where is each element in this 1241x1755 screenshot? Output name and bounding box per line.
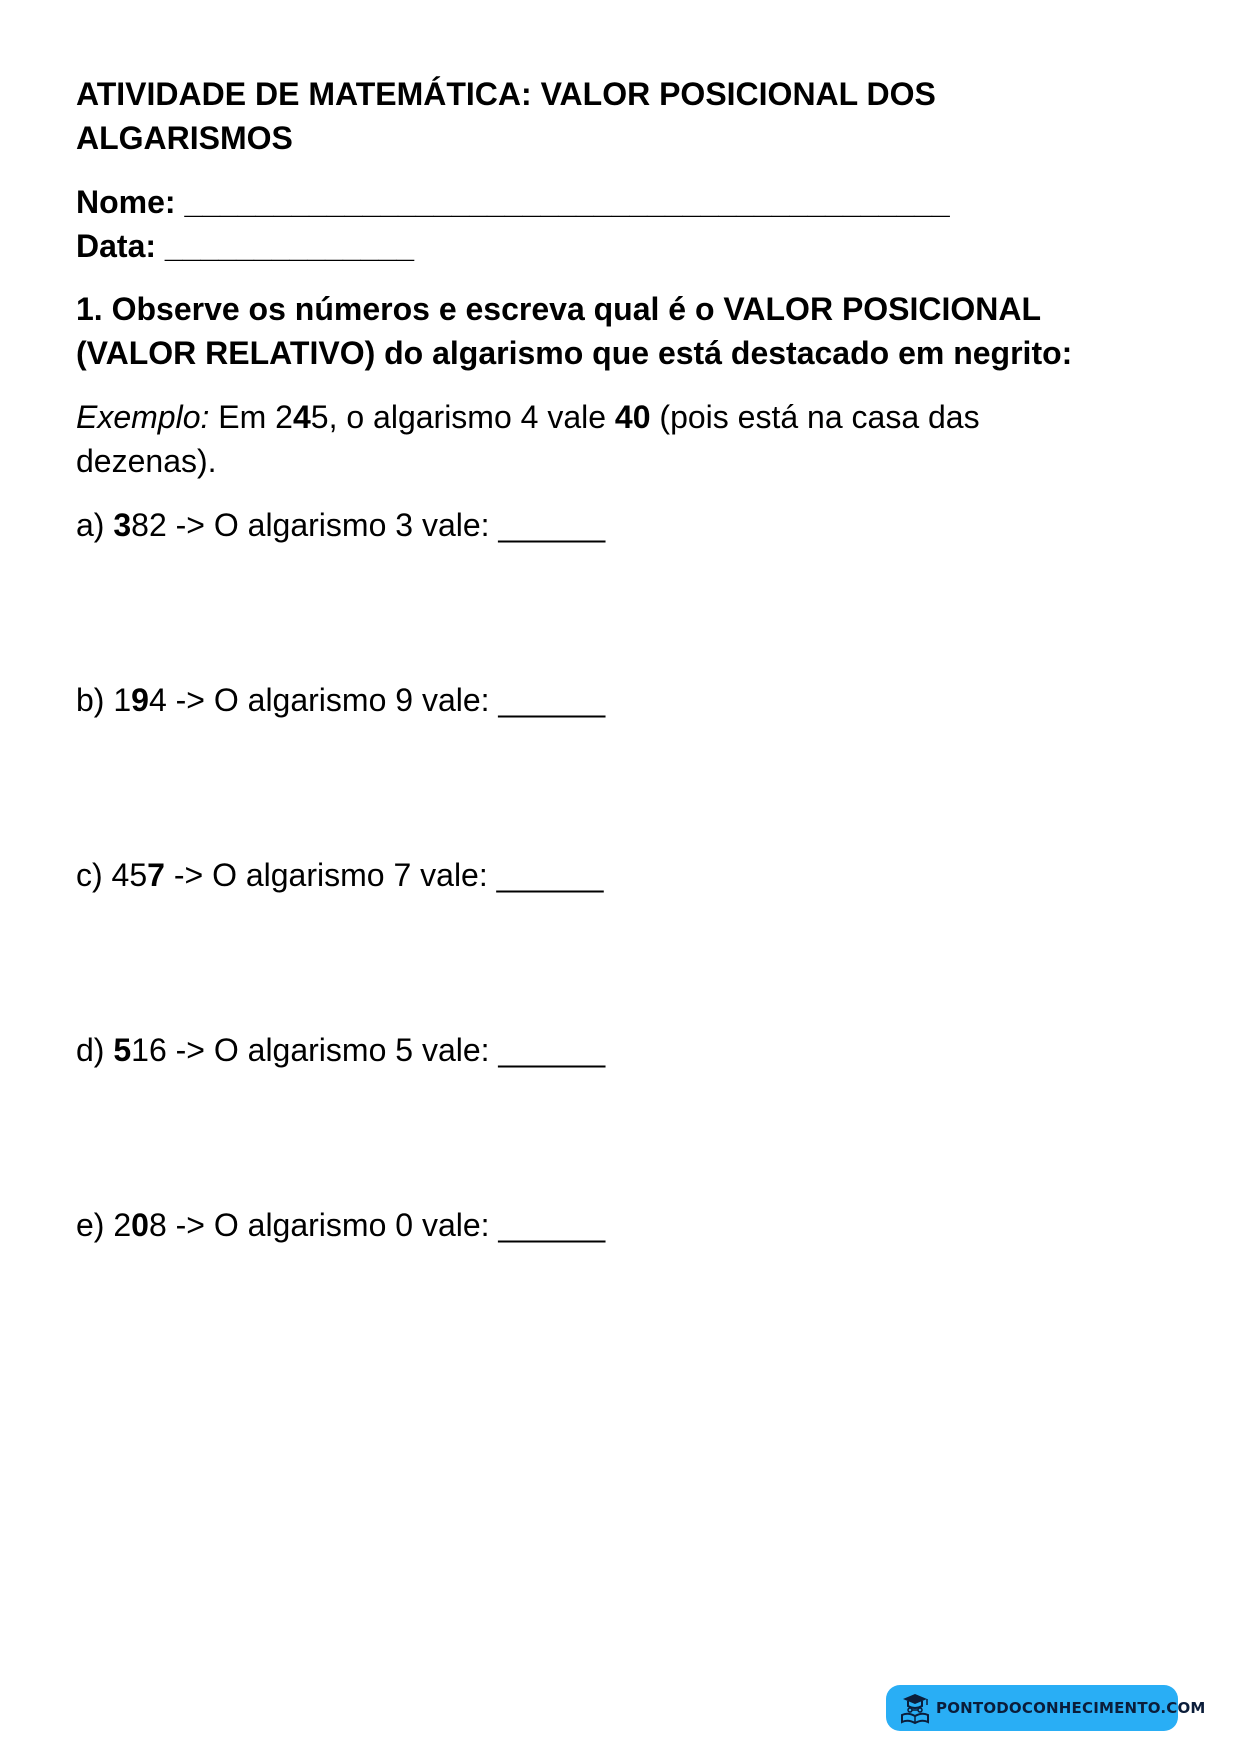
item-number-post: 8: [148, 1207, 167, 1243]
item-number-pre: 45: [102, 857, 148, 893]
item-prompt: -> O algarismo 5 vale:: [166, 1032, 499, 1068]
date-field-row: [76, 224, 1156, 268]
name-blank[interactable]: ___________________________________________: [184, 184, 950, 220]
worksheet-title: ATIVIDADE DE MATEMÁTICA: VALOR POSICIONAL DOS ALGARISMOS: [76, 76, 936, 156]
exercise-item-c: [76, 853, 1156, 1028]
answer-blank[interactable]: ______: [498, 1207, 606, 1243]
item-prompt: -> O algarismo 0 vale:: [166, 1207, 499, 1243]
student-fields: [76, 180, 1156, 268]
item-prompt: -> O algarismo 3 vale:: [166, 507, 499, 543]
item-bold-digit: 3: [113, 507, 132, 543]
example-bold-digit: 4: [292, 399, 311, 435]
item-number-pre: [104, 507, 113, 543]
item-letter: b): [76, 682, 105, 718]
item-number-post: 4: [148, 682, 167, 718]
name-label: Nome:: [76, 184, 176, 220]
item-number-pre: 1: [104, 682, 132, 718]
example-post: 5, o algarismo 4 vale: [310, 399, 615, 435]
exercise-item-b: [76, 678, 1156, 853]
graduate-reading-book-icon: [898, 1691, 932, 1725]
answer-blank[interactable]: ______: [498, 1032, 606, 1068]
item-bold-digit: 0: [131, 1207, 149, 1243]
exercise-item-d: [76, 1028, 1156, 1203]
item-number-pre: [104, 1032, 113, 1068]
example-bold-value: 40: [614, 399, 651, 435]
item-letter: d): [76, 1032, 105, 1068]
item-number-pre: 2: [104, 1207, 132, 1243]
example-tail: (pois está na casa das dezenas).: [76, 399, 980, 479]
worksheet-page: [76, 72, 1156, 1378]
exercise-item-e: [76, 1203, 1156, 1378]
item-bold-digit: 7: [147, 857, 165, 893]
item-prompt: -> O algarismo 7 vale:: [164, 857, 497, 893]
item-letter: a): [76, 507, 105, 543]
example-pre: Em 2: [209, 399, 293, 435]
site-badge[interactable]: [886, 1685, 1206, 1731]
item-number-post: 16: [131, 1032, 167, 1068]
answer-blank[interactable]: ______: [496, 857, 604, 893]
example-label: Exemplo:: [76, 399, 210, 435]
item-letter: e): [76, 1207, 105, 1243]
date-blank[interactable]: ______________: [164, 228, 415, 264]
exercise-item-a: [76, 503, 1156, 678]
item-prompt: -> O algarismo 9 vale:: [166, 682, 499, 718]
exercise-list: [76, 503, 1156, 1378]
item-bold-digit: 9: [131, 682, 149, 718]
name-field-row: [76, 180, 1156, 224]
date-label: Data:: [76, 228, 157, 264]
answer-blank[interactable]: ______: [498, 682, 606, 718]
item-letter: c): [76, 857, 103, 893]
question-1: 1. Observe os números e escreva qual é o VALOR POSICIONAL (VALOR RELATIVO) do algarismo que está destacado em negrito:: [76, 291, 1073, 371]
example-paragraph: [76, 395, 1076, 483]
item-number-post: 82: [131, 507, 167, 543]
badge-text: PONTODOCONHECIMENTO.COM: [936, 1699, 1206, 1717]
answer-blank[interactable]: ______: [498, 507, 606, 543]
item-bold-digit: 5: [113, 1032, 132, 1068]
